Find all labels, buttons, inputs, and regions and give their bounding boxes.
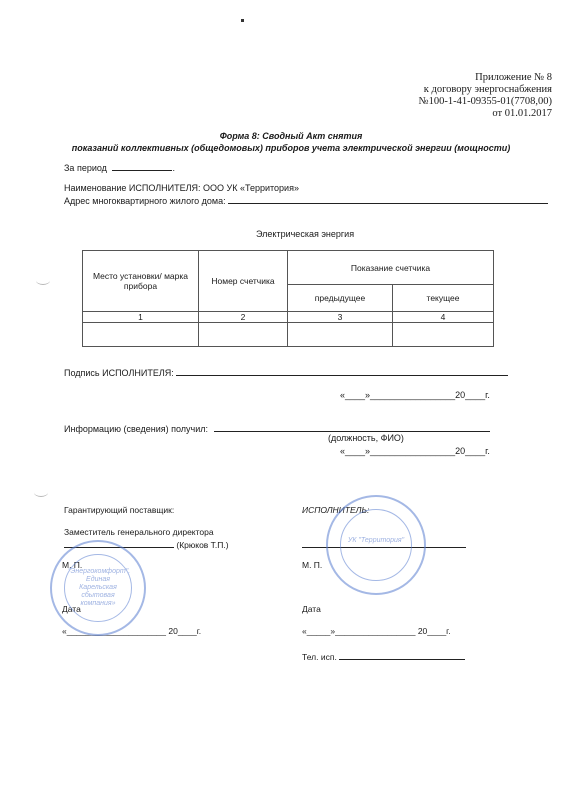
period-row: За период .	[64, 163, 175, 173]
header-current: текущее	[393, 285, 494, 312]
header-reading: Показание счетчика	[288, 251, 494, 285]
info-date: «____»_________________20____г.	[340, 446, 490, 456]
executor-mp: М. П.	[302, 560, 323, 570]
scan-mark	[34, 488, 48, 497]
meter-table	[82, 250, 494, 347]
supplier-deputy: Заместитель генерального директора	[64, 527, 214, 537]
appendix-contract-number: №100-1-41-09355-01(7708,00)	[418, 96, 552, 107]
address-row	[64, 194, 548, 206]
form-title: Форма 8: Сводный Акт снятия	[219, 131, 363, 141]
section-title: Электрическая энергия	[256, 229, 355, 239]
current-reading-cell[interactable]	[393, 323, 494, 347]
executor-date-line: «_____»_________________ 20____г.	[302, 626, 451, 636]
executor-tel-field[interactable]	[339, 650, 465, 660]
index-cell: 2	[199, 312, 288, 323]
place-cell[interactable]	[83, 323, 199, 347]
supplier-date-line: «_____________________ 20____г.	[62, 626, 202, 636]
signature-field[interactable]	[176, 366, 508, 376]
info-label: Информацию (сведения) получил:	[64, 424, 208, 434]
executor-stamp-text: УК "Территория"	[347, 537, 405, 544]
index-cell: 3	[288, 312, 393, 323]
executor-stamp	[326, 495, 426, 595]
header-previous: предыдущее	[288, 285, 393, 312]
signature-label: Подпись ИСПОЛНИТЕЛЯ:	[64, 368, 174, 378]
executor-date-label: Дата	[302, 604, 321, 614]
signature-row	[64, 366, 508, 378]
index-cell: 4	[393, 312, 494, 323]
scan-dot	[241, 19, 244, 22]
executor-tel-row	[302, 650, 465, 662]
info-field[interactable]	[214, 422, 490, 432]
supplier-stamp-text: "Энергокомфорт". Единая Карельская сбытовая компания»	[68, 568, 131, 607]
previous-reading-cell[interactable]	[288, 323, 393, 347]
appendix-contract: к договору энергоснабжения	[423, 84, 552, 95]
supplier-name: (Крюков Т.П.)	[176, 540, 229, 550]
executor-stamp-ring	[340, 509, 412, 581]
meter-number-cell[interactable]	[199, 323, 288, 347]
position-fio-hint: (должность, ФИО)	[328, 433, 404, 443]
supplier-date-label: Дата	[62, 604, 81, 614]
form-subtitle: показаний коллективных (общедомовых) приборов учета электрической энергии (мощности)	[71, 143, 511, 153]
supplier-label: Гарантирующий поставщик:	[64, 505, 175, 515]
signature-date: «____»_________________20____г.	[340, 390, 490, 400]
address-field[interactable]	[228, 194, 548, 204]
supplier-stamp	[50, 540, 146, 636]
period-label: За период	[64, 163, 107, 173]
scan-mark	[36, 276, 50, 285]
address-label: Адрес многоквартирного жилого дома:	[64, 196, 226, 206]
header-meter-number: Номер счетчика	[199, 251, 288, 312]
appendix-date: от 01.01.2017	[492, 108, 552, 119]
executor-tel-label: Тел. исп.	[302, 652, 337, 662]
header-place: Место установки/ марка прибора	[83, 251, 199, 312]
executor-name: Наименование ИСПОЛНИТЕЛЯ: ООО УК «Территория»	[64, 183, 299, 193]
index-cell: 1	[83, 312, 199, 323]
period-field[interactable]	[112, 161, 172, 171]
supplier-mp: М. П.	[62, 560, 83, 570]
info-row	[64, 422, 490, 434]
appendix-block	[419, 72, 552, 120]
executor-label: ИСПОЛНИТЕЛЬ:	[302, 505, 370, 515]
appendix-title: Приложение № 8	[475, 72, 552, 83]
